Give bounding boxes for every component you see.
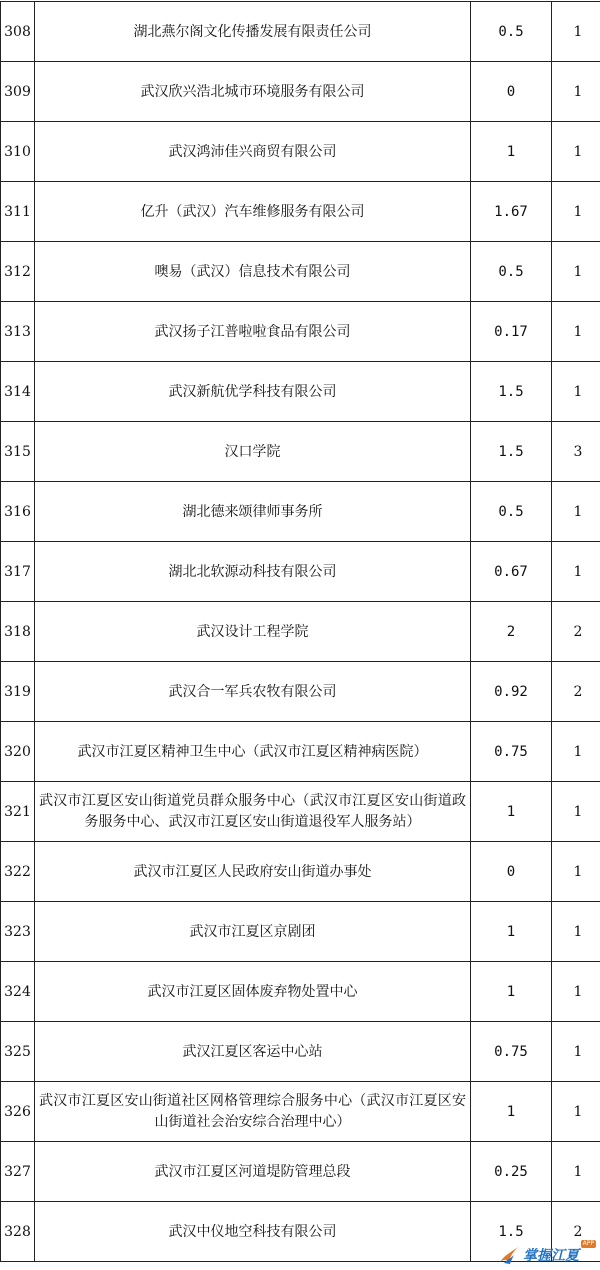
count-cell: 1 <box>552 1142 600 1202</box>
value-cell: 0.75 <box>471 722 552 782</box>
organization-name: 湖北北软源动科技有限公司 <box>35 542 471 602</box>
value-cell: 0.25 <box>471 1142 552 1202</box>
row-number: 320 <box>1 722 35 782</box>
organization-name <box>35 782 471 842</box>
value-cell: 0.92 <box>471 662 552 722</box>
value-cell: 1 <box>471 782 552 842</box>
count-cell: 1 <box>552 242 600 302</box>
count-cell: 1 <box>552 722 600 782</box>
count-cell: 1 <box>552 542 600 602</box>
table-row <box>1 422 600 482</box>
table-row <box>1 542 600 602</box>
table-row <box>1 602 600 662</box>
data-table <box>0 1 600 1262</box>
organization-name: 武汉扬子江普啦啦食品有限公司 <box>35 302 471 362</box>
row-number: 327 <box>1 1142 35 1202</box>
table-row <box>1 242 600 302</box>
count-cell: 1 <box>552 1082 600 1142</box>
organization-name: 武汉新航优学科技有限公司 <box>35 362 471 422</box>
count-cell: 2 <box>552 662 600 722</box>
count-cell: 1 <box>552 362 600 422</box>
row-number: 318 <box>1 602 35 662</box>
table-row <box>1 962 600 1022</box>
row-number: 313 <box>1 302 35 362</box>
organization-name: 噢易（武汉）信息技术有限公司 <box>35 242 471 302</box>
table-row <box>1 902 600 962</box>
row-number: 316 <box>1 482 35 542</box>
row-number: 328 <box>1 1202 35 1262</box>
table-row <box>1 722 600 782</box>
row-number: 319 <box>1 662 35 722</box>
value-cell: 0 <box>471 62 552 122</box>
count-cell: 1 <box>552 782 600 842</box>
organization-name: 汉口学院 <box>35 422 471 482</box>
count-cell: 1 <box>552 302 600 362</box>
count-cell: 1 <box>552 902 600 962</box>
table-row <box>1 182 600 242</box>
value-cell: 2 <box>471 602 552 662</box>
value-cell: 0.5 <box>471 242 552 302</box>
table-row <box>1 122 600 182</box>
organization-name-text: 武汉市江夏区安山街道党员群众服务中心（武汉市江夏区安山街道政务服务中心、武汉市江夏区安山街道退役军人服务站） <box>39 792 466 830</box>
row-number: 311 <box>1 182 35 242</box>
count-cell: 3 <box>552 422 600 482</box>
organization-name: 武汉市江夏区河道堤防管理总段 <box>35 1142 471 1202</box>
table-row <box>1 362 600 422</box>
organization-name: 武汉欣兴浩北城市环境服务有限公司 <box>35 62 471 122</box>
organization-name <box>35 1082 471 1142</box>
value-cell: 1 <box>471 962 552 1022</box>
row-number: 309 <box>1 62 35 122</box>
table-row <box>1 782 600 842</box>
flame-bird-logo-icon <box>498 1244 520 1266</box>
organization-name-text: 武汉市江夏区安山街道社区网格管理综合服务中心（武汉市江夏区安山街道社会治安综合治理中心） <box>39 1092 466 1130</box>
row-number: 314 <box>1 362 35 422</box>
table-row <box>1 482 600 542</box>
value-cell: 0.5 <box>471 482 552 542</box>
organization-name: 武汉市江夏区固体废弃物处置中心 <box>35 962 471 1022</box>
table-row <box>1 1142 600 1202</box>
value-cell: 0 <box>471 842 552 902</box>
organization-name: 武汉鸿沛佳兴商贸有限公司 <box>35 122 471 182</box>
organization-name: 亿升（武汉）汽车维修服务有限公司 <box>35 182 471 242</box>
organization-name: 武汉江夏区客运中心站 <box>35 1022 471 1082</box>
organization-name: 武汉市江夏区人民政府安山街道办事处 <box>35 842 471 902</box>
row-number: 310 <box>1 122 35 182</box>
table-row <box>1 842 600 902</box>
value-cell: 0.17 <box>471 302 552 362</box>
watermark-app-badge: APP <box>582 1240 594 1247</box>
table-row <box>1 302 600 362</box>
organization-name: 武汉设计工程学院 <box>35 602 471 662</box>
value-cell: 1 <box>471 122 552 182</box>
value-cell: 1.5 <box>471 1202 552 1262</box>
table-row <box>1 2 600 62</box>
app-watermark <box>498 1242 596 1268</box>
row-number: 323 <box>1 902 35 962</box>
row-number: 322 <box>1 842 35 902</box>
organization-name: 湖北德来颂律师事务所 <box>35 482 471 542</box>
value-cell: 1.67 <box>471 182 552 242</box>
value-cell: 1 <box>471 902 552 962</box>
value-cell: 1 <box>471 1082 552 1142</box>
row-number: 325 <box>1 1022 35 1082</box>
row-number: 312 <box>1 242 35 302</box>
table-row <box>1 1022 600 1082</box>
value-cell: 0.5 <box>471 2 552 62</box>
watermark-text: 掌握江夏 <box>523 1248 579 1264</box>
count-cell: 1 <box>552 962 600 1022</box>
value-cell: 1.5 <box>471 422 552 482</box>
row-number: 324 <box>1 962 35 1022</box>
row-number: 326 <box>1 1082 35 1142</box>
count-cell: 1 <box>552 122 600 182</box>
organization-name: 湖北燕尔阁文化传播发展有限责任公司 <box>35 2 471 62</box>
row-number: 317 <box>1 542 35 602</box>
row-number: 321 <box>1 782 35 842</box>
count-cell: 2 <box>552 602 600 662</box>
organization-name: 武汉市江夏区精神卫生中心（武汉市江夏区精神病医院） <box>35 722 471 782</box>
value-cell: 0.75 <box>471 1022 552 1082</box>
count-cell: 1 <box>552 842 600 902</box>
table-row <box>1 1082 600 1142</box>
organization-name: 武汉中仪地空科技有限公司 <box>35 1202 471 1262</box>
count-cell: 1 <box>552 482 600 542</box>
row-number: 308 <box>1 2 35 62</box>
count-cell: 2 <box>552 1202 600 1262</box>
count-cell: 1 <box>552 2 600 62</box>
count-cell: 1 <box>552 182 600 242</box>
table-row <box>1 662 600 722</box>
value-cell: 1.5 <box>471 362 552 422</box>
value-cell: 0.67 <box>471 542 552 602</box>
table-row <box>1 62 600 122</box>
table-body <box>1 2 600 1262</box>
row-number: 315 <box>1 422 35 482</box>
count-cell: 1 <box>552 1022 600 1082</box>
organization-name: 武汉市江夏区京剧团 <box>35 902 471 962</box>
organization-name: 武汉合一军兵农牧有限公司 <box>35 662 471 722</box>
count-cell: 1 <box>552 62 600 122</box>
